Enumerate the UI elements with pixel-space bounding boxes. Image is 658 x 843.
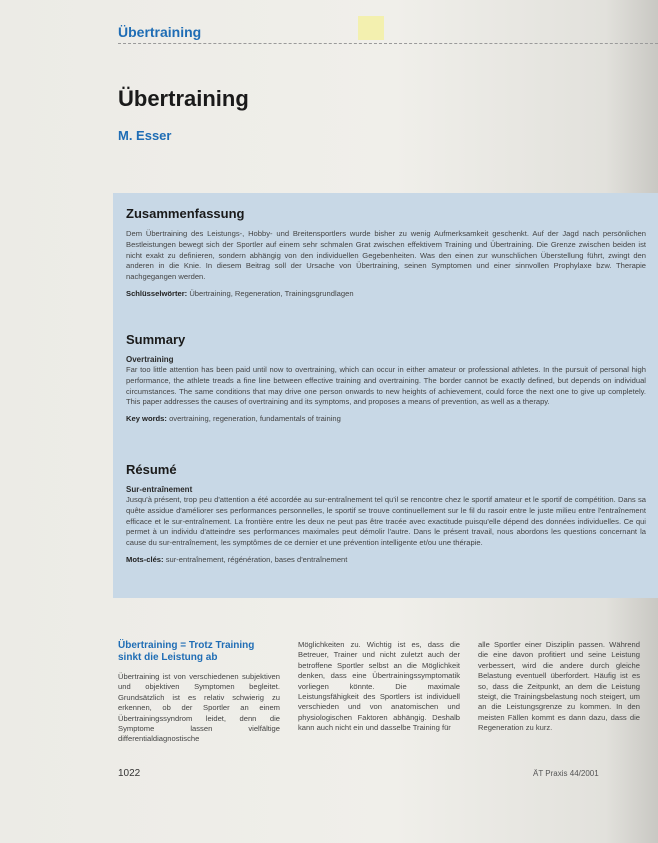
abstract-french-heading: Résumé: [126, 462, 177, 477]
body-column-1: [118, 640, 280, 745]
body-text: Möglichkeiten zu. Wichtig ist es, dass die Betreuer, Trainer und nicht zuletzt auch der betroffene Sportler selbst an die Möglichkeit denken, dass eine Übertrainingssymptomatik vorliegen könnte. Die maximale Leistungsfähigkeit des Sportlers ist individuell verschieden und von anatomischen und physiologischen Faktoren abhängig. Deshalb kann auch nicht ein und dasselbe Training für: [298, 640, 460, 733]
abstract-french: [126, 462, 646, 566]
abstract-english: [126, 332, 646, 425]
section-heading: Übertraining = Trotz Training sinkt die Leistung ab: [118, 640, 255, 663]
abstract-english-text: Far too little attention has been paid until now to overtraining, which can occur in either amateur or professional athletes. In the pursuit of personal high performance, the athlete treads a fine line between effective training and overtraining. The border cannot be exactly defined, but depends on individual circumstances. The same conditions that may drive one person onwards to new heights of achievement, could force the next one to give up completely. This paper addresses the causes of overtraining and its symptoms, and proposes a means of prevention, as well as a therapy.: [126, 365, 646, 407]
abstract-german-heading: Zusammenfassung: [126, 206, 245, 221]
abstract-english-heading: Summary: [126, 332, 186, 347]
abstract-english-keywords: [126, 414, 646, 425]
body-text: alle Sportler einer Disziplin passen. Während die eine davon profitiert und seine Leistung verbessert, wird die andere durch gleiche Belastung eventuell überfordert. Häufig ist es so, dass die Zeitpunkt, an dem die Leistung steigt, die Trainingsbelastung noch steigert, um an die Leistungsgrenze zu kommen. In den meisten Fällen kommt es dann dazu, dass die Regeneration zu kurz.: [478, 640, 640, 733]
keywords-label: Schlüsselwörter:: [126, 288, 188, 298]
abstract-english-subtitle: Overtraining: [126, 355, 174, 364]
page-number: 1022: [118, 768, 141, 779]
abstract-german-keywords: [126, 289, 646, 300]
author: M. Esser: [118, 128, 172, 143]
keywords-label: Key words:: [126, 414, 167, 424]
article-title: Übertraining: [118, 86, 249, 111]
keywords-value: overtraining, regeneration, fundamentals of training: [169, 414, 341, 424]
abstract-german: [126, 206, 646, 300]
body-text: Übertraining ist von verschiedenen subjektiven und objektiven Symptomen begleitet. Grundsätzlich ist es relativ schwierig zu erkennen, ob der Sportler an einem Übertrainingssyndrom leidet, denn die Symptome lassen vielfältige differentialdiagnostische: [118, 672, 280, 744]
abstract-french-keywords: [126, 555, 646, 566]
body-column-3: [478, 640, 640, 734]
keywords-label: Mots-clés:: [126, 554, 164, 564]
body-column-2: [298, 640, 460, 734]
running-title: Übertraining: [118, 24, 202, 40]
journal-reference: ÄT Praxis 44/2001: [533, 769, 599, 778]
keywords-value: sur-entraînement, régénération, bases d'entraînement: [165, 554, 348, 564]
abstract-french-text: Jusqu'à présent, trop peu d'attention a été accordée au sur-entraînement tel qu'il se rencontre chez le sportif amateur et le sportif de compétition. Dans sa quête assidue d'améliorer ses performances personnelles, le sportif se trouve continuellement sur le fil du rasoir entre le juste milieu entre l'entraînement efficace et le sur-entraînement. La frontière entre les deux ne peut pas être tracée avec exactitude puisqu'elle dépend des données individuelles. Ce qui permet à un individu d'atteindre ses performances maximales peut démolir l'autre. Dans le présent travail, nous abordons les questions concernant la cause du sur-entraînement, les symptômes de ce dernier et une prévention intelligente et/ou une thérapie.: [126, 495, 646, 548]
keywords-value: Übertraining, Regeneration, Trainingsgrundlagen: [189, 288, 354, 298]
abstract-german-text: Dem Übertraining des Leistungs-, Hobby- und Breitensportlers wurde bisher zu wenig Aufmerksamkeit geschenkt. Auf der Jagd nach persönlichen Bestleistungen bewegt sich der Sportler auf einem sehr schmalen Grat zwischen effektivem Training und Übertraining. Die Grenze zwischen beiden ist nicht exakt zu definieren, sondern abhängig von den individuellen Gegebenheiten. Was den einen zur wunschlichen Überstellung führt, zwingt den anderen in die Knie. In diesem Beitrag soll der Ursache von Übertraining, seinen Symptomen und einer sinnvollen Prophylaxe bzw. Therapie nachgegangen werden.: [126, 229, 646, 282]
highlighter-mark: [358, 16, 384, 40]
header-rule: [118, 43, 658, 44]
abstract-french-subtitle: Sur-entraînement: [126, 485, 193, 494]
